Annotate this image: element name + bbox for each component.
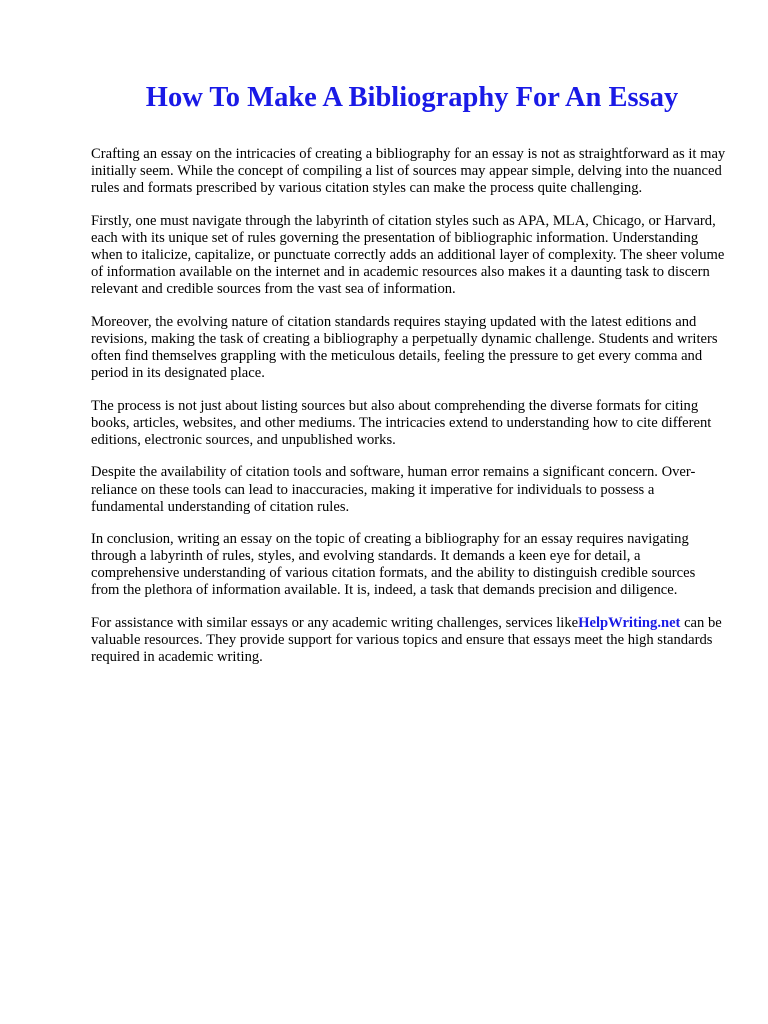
document-body <box>91 146 727 682</box>
paragraph-citation-styles: Firstly, one must navigate through the labyrinth of citation styles such as APA, MLA, Chicago, or Harvard, each with its unique set of rules governing the presentation of bibliographic information. Understanding when to italicize, capitalize, or punctuate correctly adds an additional layer of complexity. The sheer volume of information available on the internet and in academic resources also makes it a daunting task to discern relevant and credible sources from the vast sea of information. <box>91 212 725 298</box>
paragraph-conclusion: In conclusion, writing an essay on the topic of creating a bibliography for an essay requires navigating through a labyrinth of rules, styles, and evolving standards. It demands a keen eye for detail, a comprehensive understanding of various citation formats, and the ability to distinguish credible sources from the plethora of information available. It is, indeed, a task that demands precision and diligence. <box>91 531 696 599</box>
paragraph-citation-tools: Despite the availability of citation tools and software, human error remains a significant concern. Over-reliance on these tools can lead to inaccuracies, making it imperative for individuals to possess a fundamental understanding of citation rules. <box>91 464 696 515</box>
document-title: How To Make A Bibliography For An Essay <box>145 82 679 113</box>
assistance-text-after-link: can be valuable resources. They provide support for various topics and ensure that essays meet the high standards required in academic writing. <box>91 615 722 666</box>
paragraph-evolving-standards: Moreover, the evolving nature of citation standards requires staying updated with the latest editions and revisions, making the task of creating a bibliography a perpetually dynamic challenge. Students and writers often find themselves grappling with the meticulous details, feeling the pressure to get every comma and period in its designated place. <box>91 313 718 382</box>
assistance-text-before-link: For assistance with similar essays or any academic writing challenges, services like <box>91 615 579 632</box>
paragraph-formats: The process is not just about listing sources but also about comprehending the diverse formats for citing books, articles, websites, and other mediums. The intricacies extend to understanding how to cite different editions, electronic sources, and unpublished works. <box>91 397 712 448</box>
helpwriting-link[interactable]: HelpWriting.net <box>578 615 681 632</box>
paragraph-intro: Crafting an essay on the intricacies of creating a bibliography for an essay is not as straightforward as it may initially seem. While the concept of compiling a list of sources may appear simple, delving into the nuanced rules and formats prescribed by various citation styles can make the process quite challenging. <box>91 146 726 197</box>
paragraph-assistance <box>91 615 727 666</box>
